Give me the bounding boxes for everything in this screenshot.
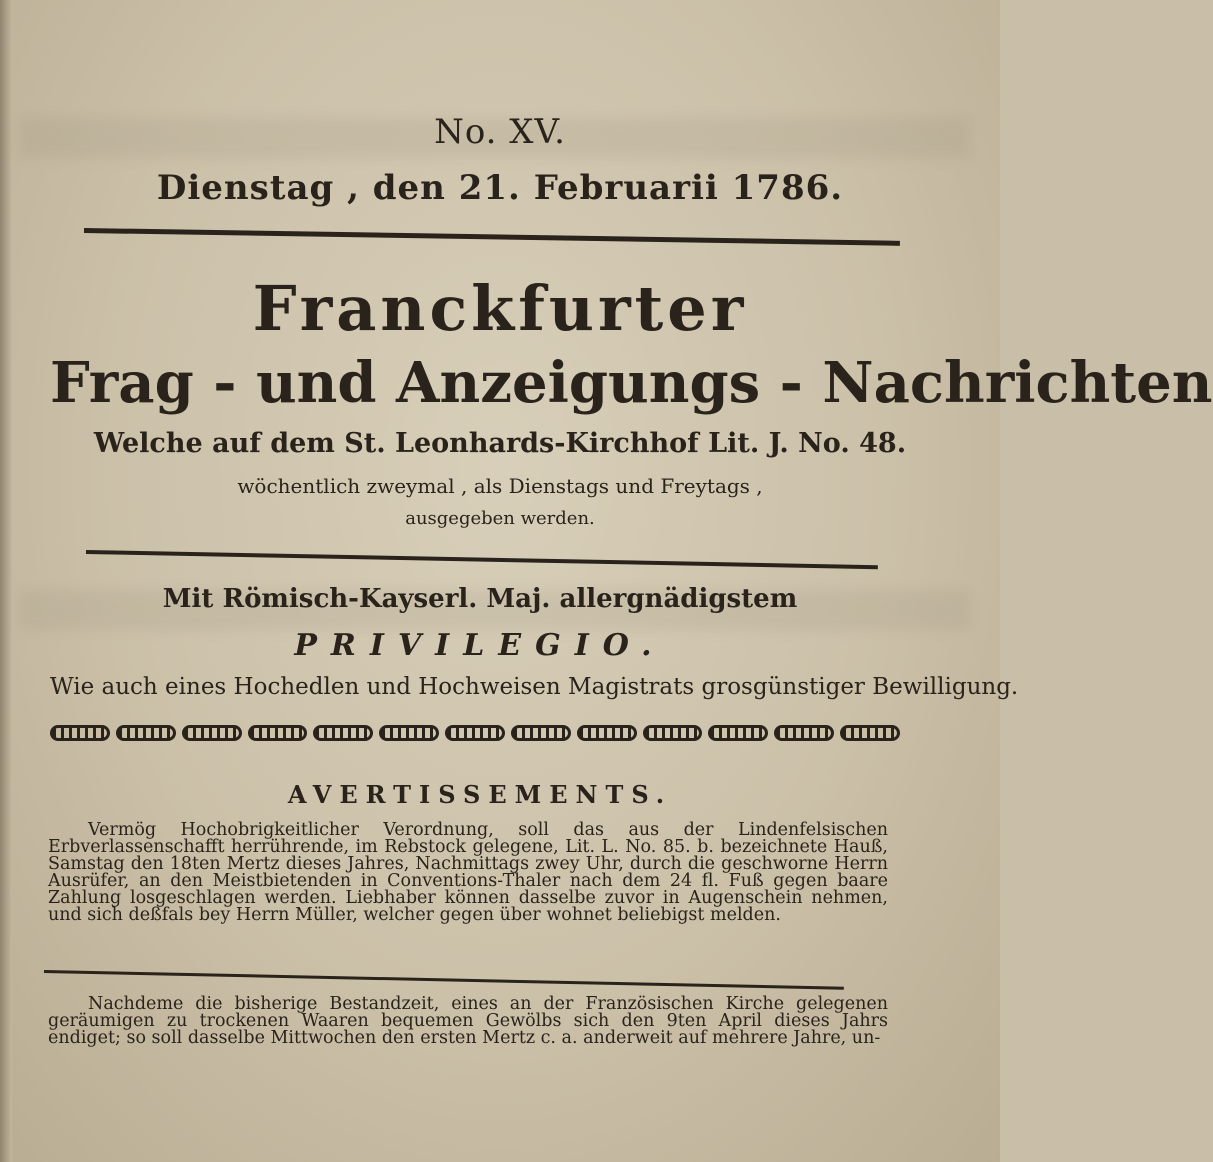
ornament-segment <box>511 725 571 741</box>
notice-text: Nachdeme die bisherige Bestandzeit, eines an der Französischen Kirche gelegenen geräumigen zu trockenen Waaren bequemen Gewölbs sich den 9ten April dieses Jahrs endiget; so soll dasselbe Mittwochen den ersten Mertz c. a. anderweit auf mehrere Jahre, un- <box>48 994 888 1048</box>
privilege-line2: PRIVILEGIO. <box>294 628 666 663</box>
ornament-segment <box>50 725 110 741</box>
ornament-segment <box>774 725 834 741</box>
ornament-segment <box>708 725 768 741</box>
ornament-segment <box>840 725 900 741</box>
publisher-address: Welche auf dem St. Leonhards-Kirchhof Lit. J. No. 48. <box>93 428 907 459</box>
privilege-line1: Mit Römisch-Kayserl. Maj. allergnädigstem <box>162 584 798 614</box>
ornament-segment <box>116 725 176 741</box>
publication-schedule: wöchentlich zweymal , als Dienstags und Freytags , <box>237 474 763 498</box>
ornament-segment <box>182 725 242 741</box>
ornamental-border <box>50 725 900 747</box>
publication-note: ausgegeben werden. <box>405 508 595 529</box>
notice-text: Vermög Hochobrigkeitlicher Verordnung, soll das aus der Lindenfelsischen Erbverlassenschafft herrührende, im Rebstock gelegene, Lit. L. No. 85. b. bezeichnete Hauß, Samstag den 18ten Mertz dieses Jahres, Nachmittags zwey Uhr, durch die geschworne Herrn Ausrüfer, an den Meistbietenden in Conventions-Thaler nach dem 24 fl. Fuß gegen baare Zahlung losgeschlagen werden. Liebhaber können dasselbe zuvor in Augenschein nehmen, und sich deßfals bey Herrn Müller, welcher gegen über wohnet beliebigst melden. <box>48 820 888 925</box>
notice-paragraph <box>48 822 888 924</box>
ornament-segment <box>248 725 308 741</box>
ornament-segment <box>643 725 703 741</box>
divider-rule <box>44 970 844 990</box>
ornament-segment <box>379 725 439 741</box>
ornament-segment <box>445 725 505 741</box>
newspaper-title-line1: Franckfurter <box>252 272 748 345</box>
notice-paragraph <box>48 996 888 1047</box>
ornament-segment <box>313 725 373 741</box>
issue-number: No. XV. <box>434 112 566 152</box>
newspaper-title-line2: Frag - und Anzeigungs - Nachrichten <box>50 350 1213 416</box>
privilege-line3: Wie auch eines Hochedlen und Hochweisen Magistrats grosgünstiger Bewilligung. <box>50 674 1019 700</box>
divider-rule <box>86 550 878 569</box>
ornament-segment <box>577 725 637 741</box>
dateline: Dienstag , den 21. Februarii 1786. <box>156 168 844 208</box>
section-heading: AVERTISSEMENTS. <box>287 780 673 809</box>
divider-rule <box>84 228 900 246</box>
